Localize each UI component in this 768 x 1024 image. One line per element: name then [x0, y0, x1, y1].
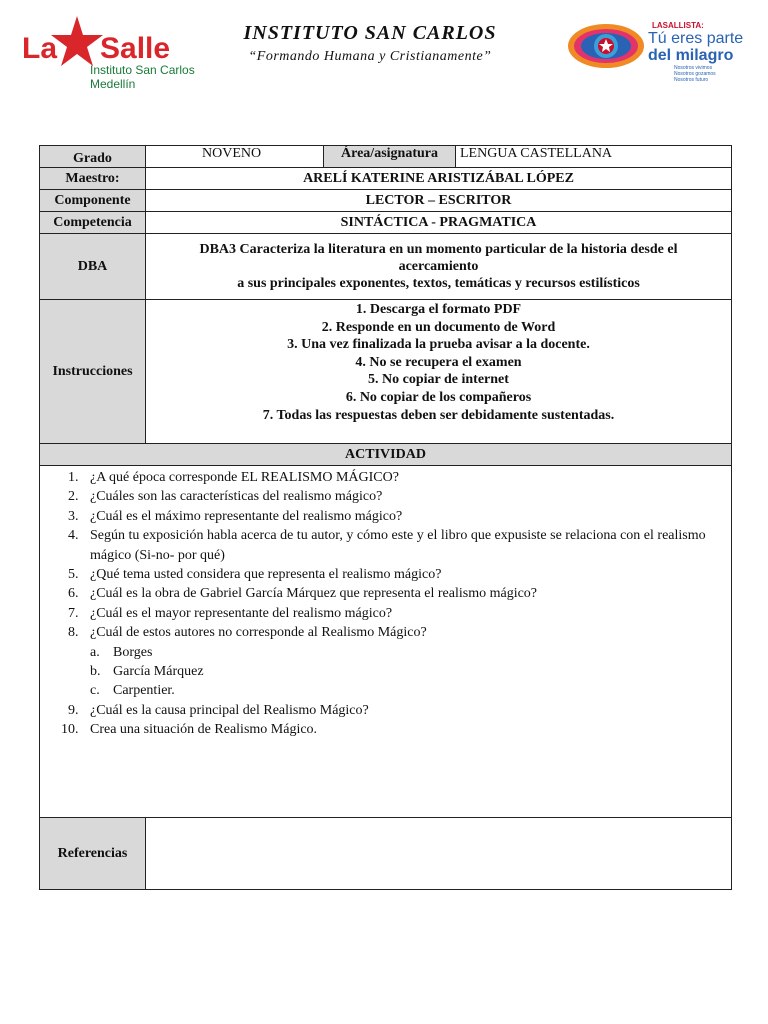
dba-value — [146, 234, 732, 300]
instrucciones-label: Instrucciones — [40, 300, 146, 444]
actividad-question — [40, 507, 731, 526]
item-text: Carpentier. — [113, 683, 175, 699]
item-number: 10. — [61, 722, 79, 738]
dba-line-1: DBA3 Caracteriza la literatura en un momento particular de la historia desde el — [199, 242, 678, 257]
svg-text:Salle: Salle — [100, 32, 171, 65]
item-number: 5. — [68, 567, 79, 583]
item-text: ¿Cuál es la obra de Gabriel García Márquez que representa el realismo mágico? — [90, 586, 538, 602]
actividad-option — [40, 662, 731, 681]
instruccion-item: 4. No se recupera el examen — [355, 354, 522, 370]
row-competencia — [40, 212, 732, 234]
item-text: ¿A qué época corresponde EL REALISMO MÁGICO? — [90, 470, 399, 485]
area-value: LENGUA CASTELLANA — [456, 146, 732, 168]
star-icon — [51, 16, 103, 66]
actividad-question — [40, 623, 731, 642]
instruccion-item: 6. No copiar de los compañeros — [345, 389, 532, 405]
item-text: ¿Cuál es el máximo representante del realismo mágico? — [90, 508, 403, 524]
milagro-logo — [566, 16, 756, 86]
item-number: 9. — [68, 702, 79, 718]
item-number: 6. — [68, 586, 79, 602]
instruccion-item: 3. Una vez finalizada la prueba avisar a la docente. — [287, 337, 590, 353]
dba-line-2: acercamiento — [398, 259, 479, 274]
item-number: a. — [90, 644, 100, 660]
instruccion-item: 7. Todas las respuestas deben ser debidamente sustentadas. — [262, 407, 615, 423]
row-dba — [40, 234, 732, 300]
row-maestro — [40, 168, 732, 190]
item-text: ¿Qué tema usted considera que representa el realismo mágico? — [90, 567, 442, 583]
componente-value: LECTOR – ESCRITOR — [146, 190, 732, 212]
maestro-label: Maestro: — [40, 168, 146, 190]
actividad-option — [40, 643, 731, 662]
item-number: 1. — [68, 470, 79, 485]
svg-text:Nosotros vivimos: Nosotros vivimos — [674, 65, 713, 71]
header-center — [200, 22, 540, 65]
item-text: García Márquez — [113, 664, 204, 680]
componente-label: Componente — [40, 190, 146, 212]
item-number: 3. — [68, 508, 79, 524]
grado-value: NOVENO — [146, 146, 324, 168]
competencia-value: SINTÁCTICA - PRAGMATICA — [146, 212, 732, 234]
logo-line2: Medellín — [90, 77, 136, 91]
actividad-question — [40, 604, 731, 623]
item-text: ¿Cuáles son las características del realismo mágico? — [90, 489, 383, 505]
la-salle-logo — [22, 14, 212, 94]
instrucciones-list — [150, 301, 727, 424]
actividad-question — [40, 468, 731, 487]
svg-text:Nosotros futuro: Nosotros futuro — [674, 77, 709, 83]
item-number: b. — [90, 664, 101, 680]
actividad-label: ACTIVIDAD — [40, 444, 732, 466]
row-actividad — [40, 466, 732, 818]
item-text: Según tu exposición habla acerca de tu autor, y cómo este y el libro que expusiste se relaciona con el realismo mágico (Si-no- por qué) — [90, 528, 706, 563]
actividad-question — [40, 584, 731, 603]
dba-line-3: a sus principales exponentes, textos, temáticas y recursos estilísticos — [237, 276, 640, 291]
logo-line1: Instituto San Carlos — [90, 63, 195, 77]
actividad-question — [40, 701, 731, 720]
actividad-question — [40, 720, 731, 739]
item-text: Borges — [113, 644, 153, 660]
grado-label: Grado — [40, 146, 146, 168]
institution-title: INSTITUTO SAN CARLOS — [243, 22, 497, 44]
actividad-option — [40, 681, 731, 700]
row-actividad-header — [40, 444, 732, 466]
instruccion-item: 1. Descarga el formato PDF — [355, 302, 522, 317]
row-grado — [40, 146, 732, 168]
item-number: 8. — [68, 625, 79, 641]
row-referencias — [40, 818, 732, 890]
logo-tu-line: Tú eres parte — [648, 30, 744, 47]
instruccion-item: 5. No copiar de internet — [368, 372, 509, 388]
actividad-question — [40, 487, 731, 506]
actividad-content — [40, 466, 732, 818]
item-number: 7. — [68, 605, 79, 621]
logo-tag: LASALLISTA: — [652, 21, 704, 30]
logo-brand-la: La — [22, 32, 58, 65]
item-number: c. — [90, 683, 100, 699]
actividad-question — [40, 526, 731, 565]
actividad-list — [40, 466, 731, 740]
eye-icon — [568, 24, 644, 68]
row-instrucciones — [40, 300, 732, 444]
dba-label: DBA — [40, 234, 146, 300]
area-label: Área/asignatura — [324, 146, 456, 168]
exam-info-table — [39, 145, 732, 890]
logo-milagro-line: del milagro — [648, 47, 734, 64]
competencia-label: Competencia — [40, 212, 146, 234]
item-text: ¿Cuál es el mayor representante del realismo mágico? — [90, 605, 393, 621]
instrucciones-value — [146, 300, 732, 444]
item-number: 2. — [68, 489, 79, 505]
actividad-question — [40, 565, 731, 584]
referencias-value — [146, 818, 732, 890]
item-number: 4. — [68, 528, 79, 544]
row-componente — [40, 190, 732, 212]
institution-slogan: “Formando Humana y Cristianamente” — [248, 49, 492, 64]
referencias-label: Referencias — [40, 818, 146, 890]
item-text: Crea una situación de Realismo Mágico. — [90, 722, 318, 738]
instruccion-item: 2. Responde en un documento de Word — [321, 319, 556, 335]
item-text: ¿Cuál es la causa principal del Realismo Mágico? — [90, 702, 369, 718]
item-text: ¿Cuál de estos autores no corresponde al Realismo Mágico? — [90, 625, 427, 641]
maestro-value: ARELÍ KATERINE ARISTIZÁBAL LÓPEZ — [146, 168, 732, 190]
svg-text:Nosotros gozamos: Nosotros gozamos — [674, 71, 716, 77]
